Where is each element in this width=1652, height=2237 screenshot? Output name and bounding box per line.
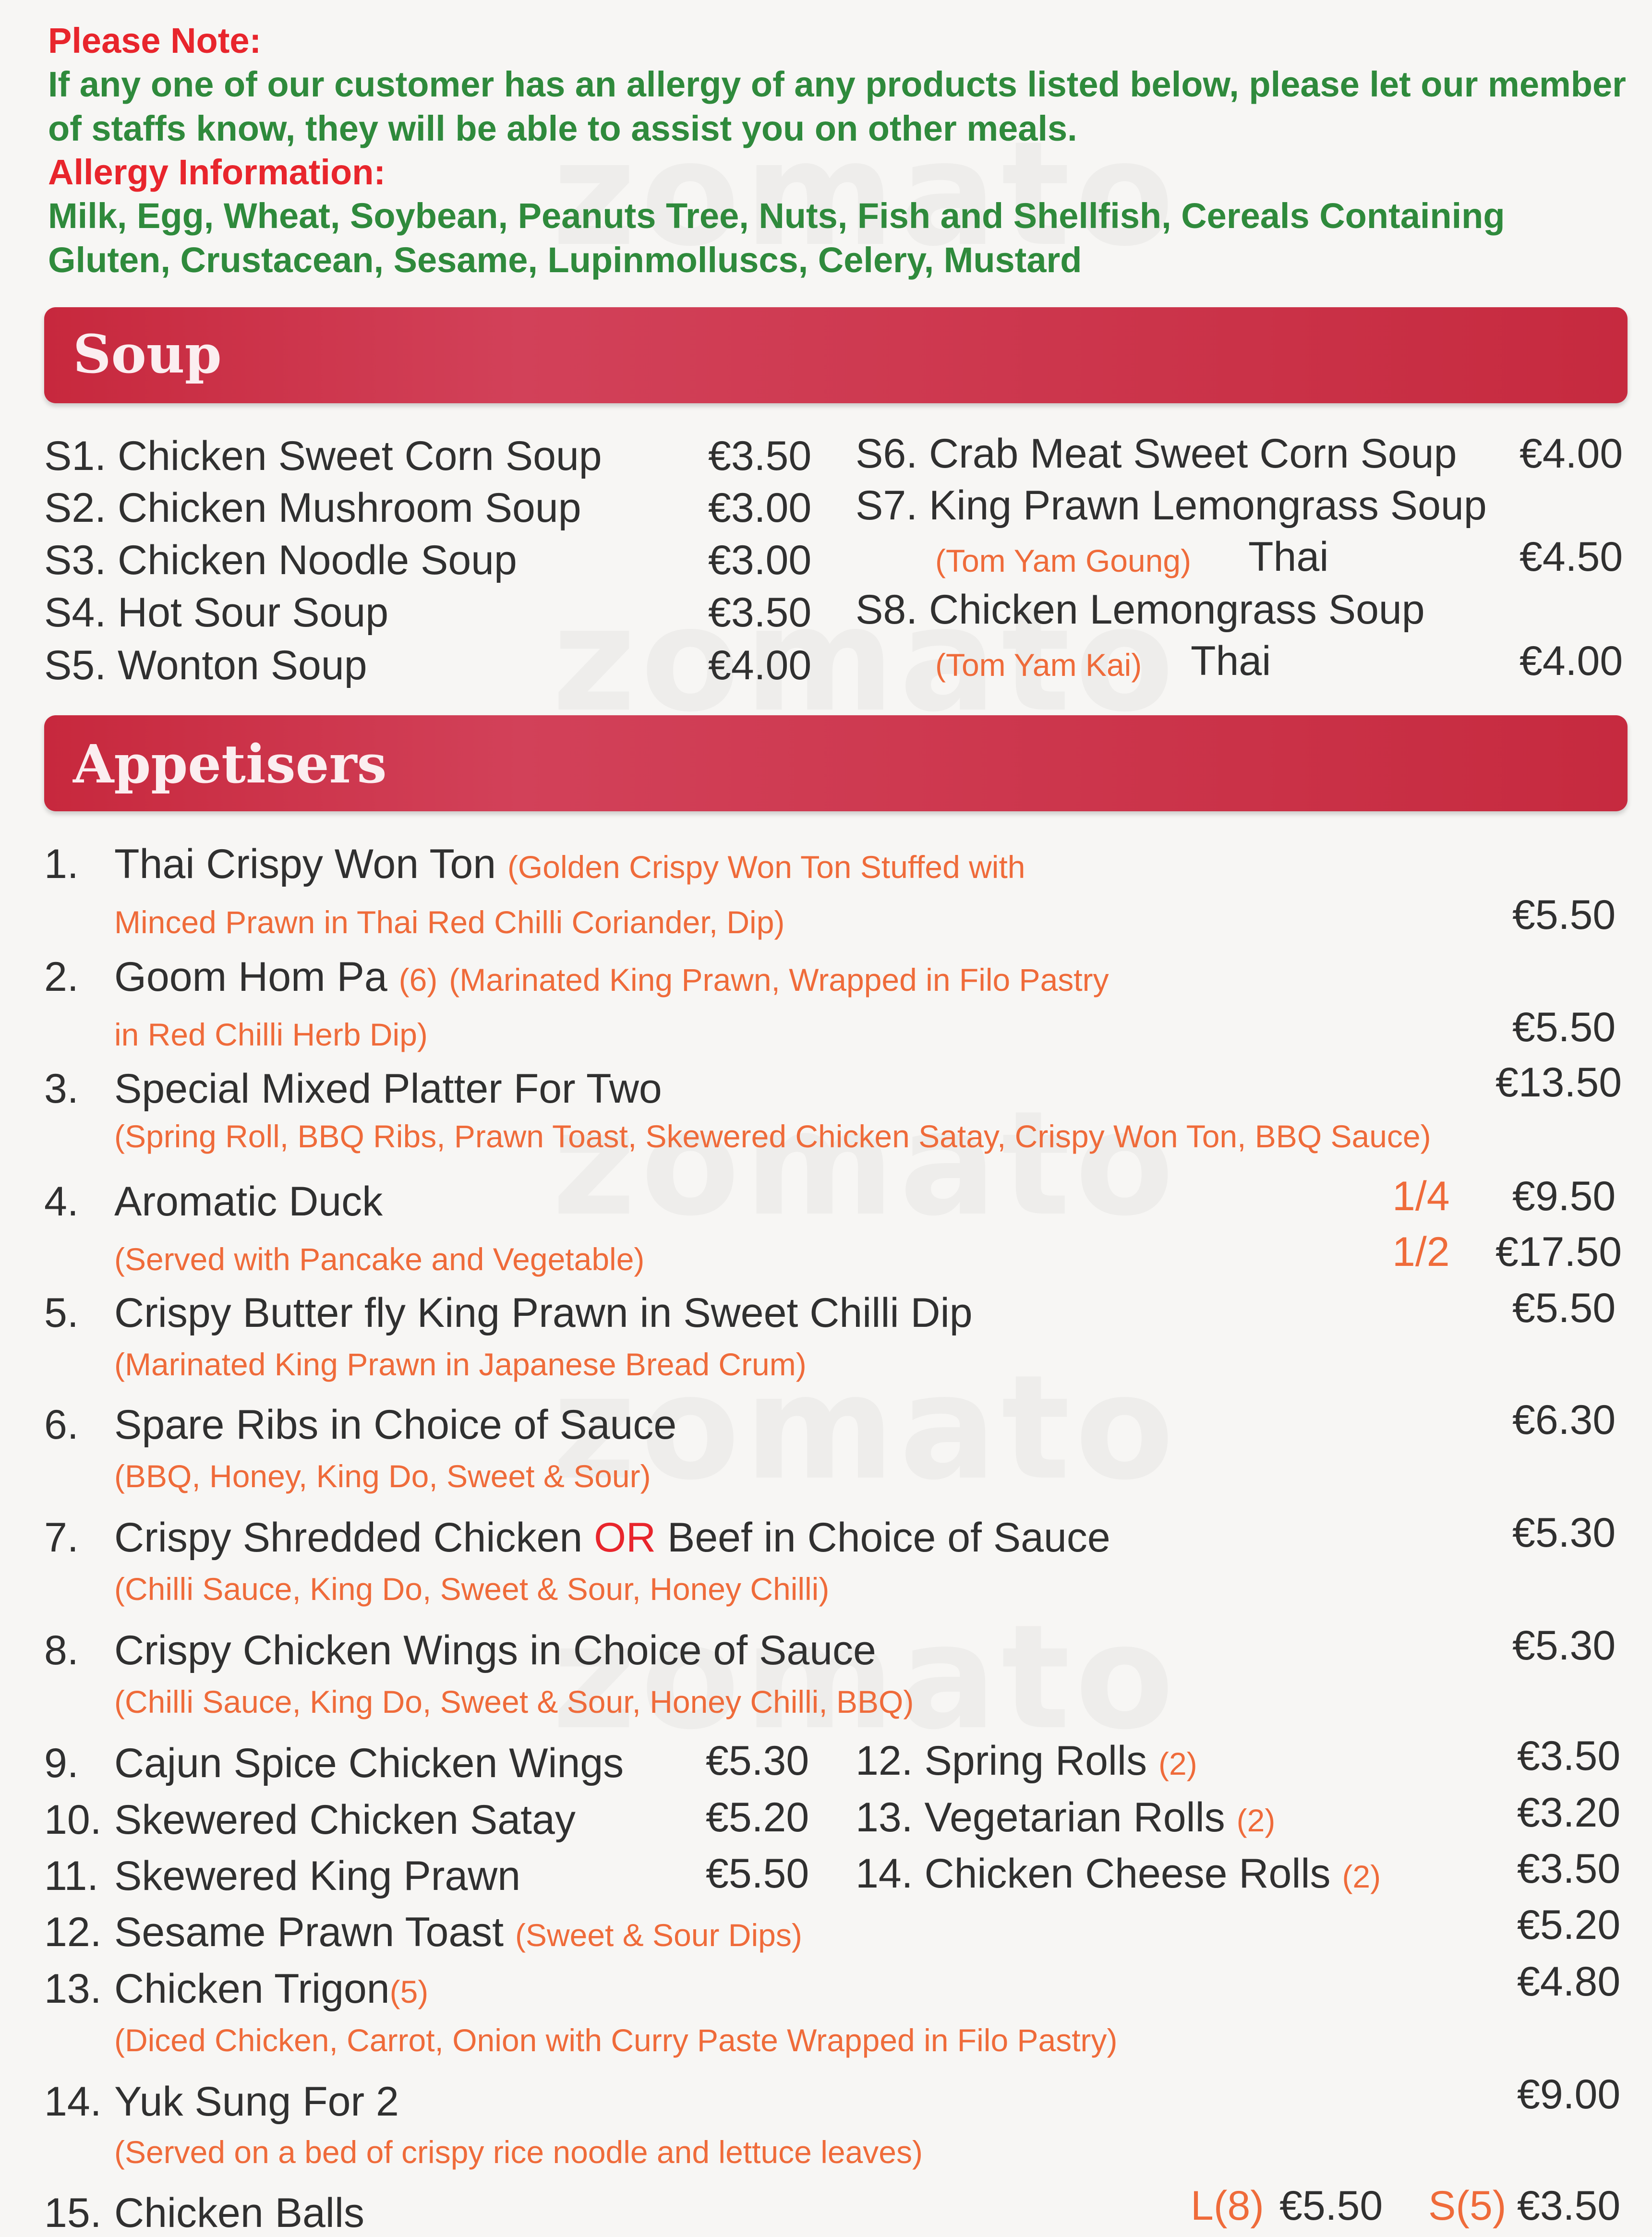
item-qty: (2) (1236, 1803, 1276, 1838)
item-price: €4.80 (1517, 1959, 1621, 2005)
soup-item: S3. Chicken Noodle Soup (44, 537, 517, 583)
soup-price: €4.00 (1519, 638, 1623, 684)
item-name: Beef in Choice of Sauce (667, 1515, 1110, 1561)
item-number: 9. (44, 1740, 79, 1786)
item-note: (Spring Roll, BBQ Ribs, Prawn Toast, Skewered Chicken Satay, Crispy Won Ton, BBQ Sauce) (114, 1118, 1431, 1154)
watermark (552, 1594, 1179, 1761)
soup-item: S4. Hot Sour Soup (44, 589, 389, 636)
allergy-list: Milk, Egg, Wheat, Soybean, Peanuts Tree, Nuts, Fish and Shellfish, Cereals Containing Gluten, Crustacean, Sesame, Lupinmolluscs, Celery, Mustard (48, 196, 1505, 280)
soup-subtitle: (Tom Yam Kai) (935, 647, 1142, 683)
item-name: Crispy Butter fly King Prawn in Sweet Chilli Dip (114, 1290, 973, 1336)
item-number: 14. (44, 2079, 102, 2125)
menu-item (114, 1514, 1110, 1562)
soup-price: €3.00 (708, 485, 812, 531)
soup-subtitle: (Tom Yam Goung) (935, 543, 1192, 578)
item-price: €5.50 (706, 1851, 809, 1897)
item-note: (Golden Crispy Won Ton Stuffed with (507, 849, 1025, 885)
item-price: €5.30 (706, 1738, 809, 1784)
menu-item (856, 1793, 1275, 1844)
item-price: €3.20 (1517, 1790, 1621, 1836)
item-note: Minced Prawn in Thai Red Chilli Coriander, Dip) (114, 904, 785, 940)
item-price: €5.20 (706, 1794, 809, 1840)
soup-suffix: Thai (1248, 534, 1329, 580)
item-price: €5.20 (1517, 1902, 1621, 1948)
item-number: 1. (44, 841, 79, 887)
item-name: Special Mixed Platter For Two (114, 1066, 662, 1112)
item-price: €5.50 (1279, 2183, 1383, 2229)
item-number: 10. (44, 1797, 102, 1843)
soup-item: S8. Chicken Lemongrass Soup (856, 587, 1425, 633)
item-qty: (2) (1342, 1859, 1381, 1894)
soup-item: S2. Chicken Mushroom Soup (44, 485, 581, 531)
menu-item (114, 1965, 428, 2016)
item-number: 6. (44, 1402, 79, 1448)
item-qty: (6) (398, 962, 438, 998)
item-qty: (Sweet & Sour Dips) (515, 1917, 802, 1953)
item-price: €5.30 (1512, 1510, 1616, 1556)
menu-item (114, 953, 1109, 1004)
item-name: Sesame Prawn Toast (114, 1909, 504, 1955)
soup-item: S1. Chicken Sweet Corn Soup (44, 433, 602, 479)
soup-price: €4.50 (1519, 534, 1623, 580)
item-name: Thai Crispy Won Ton (114, 841, 496, 887)
soup-title: Soup (73, 323, 222, 385)
item-name: Cajun Spice Chicken Wings (114, 1740, 624, 1786)
item-note: (Chilli Sauce, King Do, Sweet & Sour, Honey Chilli, BBQ) (114, 1684, 914, 1720)
item-number: 15. (44, 2190, 102, 2236)
allergy-notice (48, 19, 1632, 282)
item-name: Chicken Trigon (114, 1966, 390, 2012)
item-name: Chicken Balls (114, 2190, 364, 2236)
item-name: Goom Hom Pa (114, 954, 387, 1000)
item-number: 7. (44, 1515, 79, 1561)
soup-price: €4.00 (708, 642, 812, 688)
soup-price: €3.00 (708, 537, 812, 583)
menu-item (114, 840, 1025, 891)
item-number: 11. (44, 1853, 99, 1899)
soup-item: S7. King Prawn Lemongrass Soup (856, 482, 1487, 529)
item-note: (Diced Chicken, Carrot, Onion with Curry Paste Wrapped in Filo Pastry) (114, 2022, 1118, 2058)
soup-item: S6. Crab Meat Sweet Corn Soup (856, 431, 1457, 477)
item-price: €5.50 (1512, 892, 1616, 938)
item-qty: (5) (389, 1974, 429, 2009)
item-note: (Chilli Sauce, King Do, Sweet & Sour, Honey Chilli) (114, 1571, 830, 1607)
item-number: 4. (44, 1179, 79, 1225)
item-note: in Red Chilli Herb Dip) (114, 1017, 428, 1052)
item-price: €5.30 (1512, 1623, 1616, 1669)
soup-price: €4.00 (1519, 431, 1623, 477)
item-name: Crispy Chicken Wings in Choice of Sauce (114, 1627, 876, 1673)
item-number: 8. (44, 1627, 79, 1673)
item-price: €3.50 (1517, 1733, 1621, 1779)
item-size: 1/4 (1392, 1173, 1450, 1219)
soup-item: S5. Wonton Soup (44, 642, 367, 688)
item-name: Skewered King Prawn (114, 1853, 521, 1899)
item-size: 1/2 (1392, 1229, 1450, 1275)
notice-heading: Please Note: (48, 21, 262, 60)
item-name: Skewered Chicken Satay (114, 1797, 576, 1843)
soup-price: €3.50 (708, 589, 812, 636)
menu-item (856, 1737, 1197, 1788)
item-qty: (2) (1158, 1746, 1197, 1781)
item-number: 12. (856, 1738, 913, 1784)
item-price: €17.50 (1495, 1229, 1622, 1275)
item-note: (Served on a bed of crispy rice noodle and lettuce leaves) (114, 2134, 923, 2170)
menu-item (114, 1908, 802, 1959)
appetisers-title: Appetisers (73, 733, 387, 795)
item-number: 2. (44, 954, 79, 1000)
menu-item (856, 1850, 1381, 1900)
item-price: €5.50 (1512, 1285, 1616, 1331)
item-size: L(8) (1191, 2183, 1264, 2229)
item-name: Spring Rolls (924, 1738, 1147, 1784)
item-note: (Served with Pancake and Vegetable) (114, 1241, 645, 1277)
item-name: Spare Ribs in Choice of Sauce (114, 1402, 677, 1448)
item-note: (Marinated King Prawn, Wrapped in Filo Pastry (449, 962, 1109, 998)
item-number: 12. (44, 1909, 102, 1955)
item-note: (Marinated King Prawn in Japanese Bread Crum) (114, 1347, 807, 1382)
soup-suffix: Thai (1191, 638, 1271, 684)
item-number: 3. (44, 1066, 79, 1112)
allergy-heading: Allergy Information: (48, 152, 386, 192)
appetisers-banner (44, 715, 1628, 811)
soup-banner (44, 307, 1628, 403)
item-price: €3.50 (1517, 2183, 1621, 2229)
item-price: €3.50 (1517, 1846, 1621, 1892)
item-price: €6.30 (1512, 1397, 1616, 1443)
item-price: €9.00 (1517, 2071, 1621, 2117)
item-number: 13. (856, 1794, 913, 1840)
item-size: S(5) (1428, 2183, 1507, 2229)
soup-price: €3.50 (708, 433, 812, 479)
item-name: Yuk Sung For 2 (114, 2079, 399, 2125)
notice-text: If any one of our customer has an allergy of any products listed below, please let our member of staffs know, they will be able to assist you on other meals. (48, 64, 1626, 148)
item-price: €13.50 (1495, 1059, 1622, 1106)
item-or: OR (594, 1515, 656, 1561)
item-name: Vegetarian Rolls (924, 1794, 1225, 1840)
item-number: 14. (856, 1851, 913, 1897)
item-name: Aromatic Duck (114, 1179, 383, 1225)
item-name: Chicken Cheese Rolls (924, 1851, 1331, 1897)
item-number: 5. (44, 1290, 79, 1336)
item-number: 13. (44, 1966, 102, 2012)
item-name: Crispy Shredded Chicken (114, 1515, 583, 1561)
item-price: €5.50 (1512, 1004, 1616, 1050)
item-note: (BBQ, Honey, King Do, Sweet & Sour) (114, 1458, 651, 1494)
item-price: €9.50 (1512, 1173, 1616, 1219)
